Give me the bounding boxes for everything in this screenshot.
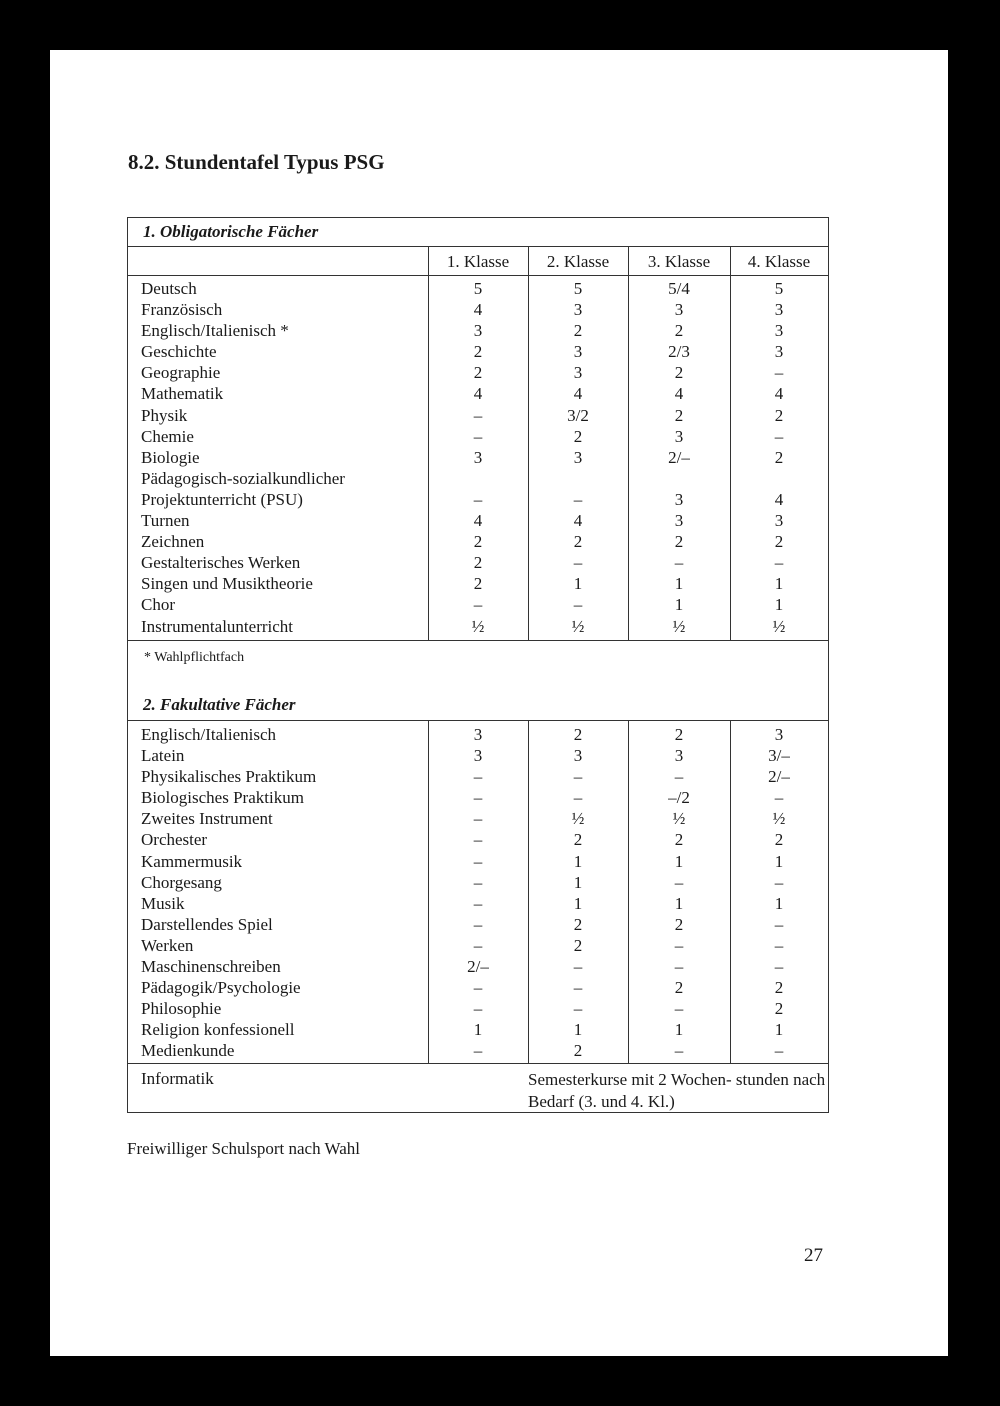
table-row [128,531,828,552]
subject-label: Physikalisches Praktikum [141,767,317,787]
hours-cell: 1 [774,574,784,594]
hours-cell: 3 [473,725,483,744]
hours-cell: – [573,595,583,615]
table-row [128,573,828,594]
hours-cell: 2 [674,321,684,341]
subject-label: Darstellendes Spiel [141,914,273,934]
page-number: 27 [804,1245,823,1266]
hours-cell: – [473,426,483,446]
column-header-klasse-3: 3. Klasse [647,252,711,271]
hours-cell: 1 [473,1020,483,1040]
hours-cell: – [674,999,684,1019]
hours-cell: – [473,767,483,787]
hours-cell: – [473,788,483,808]
hours-cell: 1 [774,1020,784,1040]
hours-cell: 1 [674,893,684,913]
hours-cell: 2 [674,914,684,934]
sport-note: Freiwilliger Schulsport nach Wahl [127,1139,360,1158]
hours-cell: – [473,978,483,998]
hours-cell: 3 [473,321,483,341]
subject-label: Singen und Musiktheorie [141,574,313,594]
subject-label: Physik [141,405,188,425]
section-title-obligatory: 1. Obligatorische Fächer [143,222,319,241]
table-row [128,851,828,872]
timetable [127,217,829,1113]
hours-cell: 1 [774,851,784,871]
hours-cell: – [774,363,784,383]
subject-label: Zweites Instrument [141,809,273,829]
hours-cell: 3 [774,511,784,531]
hours-cell: 2 [573,830,583,850]
table-row [128,829,828,850]
table-row [128,552,828,573]
hours-cell: 2 [774,405,784,425]
hours-cell: 1 [573,893,583,913]
hours-cell: – [674,935,684,955]
section-title-optional: 2. Fakultative Fächer [143,695,296,714]
hours-cell: – [573,553,583,573]
hours-cell: 2 [674,405,684,425]
hours-cell: – [573,957,583,977]
table-row [128,977,828,998]
rule [128,640,828,641]
table-row [128,914,828,935]
subject-label: Mathematik [141,384,224,404]
rule [128,275,828,276]
hours-cell: 3 [674,300,684,320]
hours-cell: 2/– [467,957,489,977]
hours-cell: – [473,809,483,829]
hours-cell: 3 [774,321,784,341]
hours-cell: 2 [573,935,583,955]
hours-cell: – [473,851,483,871]
hours-cell: 1 [774,893,784,913]
hours-cell: 4 [674,384,684,404]
subject-label: Chemie [141,426,194,446]
subject-label: Musik [141,893,185,913]
hours-cell: 2 [674,363,684,383]
table-row [128,510,828,531]
subject-label: Geschichte [141,342,217,362]
hours-cell: – [473,405,483,425]
hours-cell: – [674,1041,684,1061]
hours-cell: 2 [573,426,583,446]
hours-cell: ½ [571,809,585,829]
subject-label: Turnen [141,511,190,531]
subject-label: Kammermusik [141,851,243,871]
table-row [128,594,828,615]
table-row [128,787,828,808]
hours-cell: 2/– [668,447,690,467]
hours-cell: – [473,893,483,913]
table-row [128,998,828,1019]
hours-cell: –/2 [668,788,690,808]
subject-label: Philosophie [141,999,222,1019]
hours-cell: – [674,767,684,787]
hours-cell: – [573,999,583,1019]
hours-cell: – [573,767,583,787]
table-row [128,808,828,829]
table-row [128,362,828,383]
hours-cell: 2 [573,914,583,934]
hours-cell: 1 [674,851,684,871]
hours-cell: 2 [573,532,583,552]
subject-label: Geographie [141,363,221,383]
subject-label: Biologie [141,447,200,467]
table-row [128,616,828,637]
table-row [128,893,828,914]
page-title: 8.2. Stundentafel Typus PSG [128,150,385,174]
hours-cell: 4 [573,511,583,531]
hours-cell: 2 [674,978,684,998]
table-row [128,724,828,745]
hours-cell: 3/– [768,746,790,766]
subject-label: Latein [141,746,185,766]
hours-cell: 2/– [768,767,790,787]
hours-cell: 2 [774,532,784,552]
hours-cell: – [674,957,684,977]
table-row [128,766,828,787]
subject-label: Orchester [141,830,208,850]
subject-label: Englisch/Italienisch [141,725,277,744]
table-row [128,956,828,977]
hours-cell: 3 [674,746,684,766]
hours-cell: 2 [473,363,483,383]
hours-cell: 2 [573,1041,583,1061]
subject-label: Deutsch [141,279,197,298]
hours-cell: 3 [674,489,684,509]
hours-cell: ½ [672,809,686,829]
footnote: * Wahlpflichtfach [144,650,245,665]
table-row [128,935,828,956]
hours-cell: – [473,489,483,509]
subject-label: Pädagogik/Psychologie [141,978,301,998]
hours-cell: 3 [573,363,583,383]
subject-label: Französisch [141,300,223,320]
hours-cell: – [774,872,784,892]
informatik-note: Semesterkurse mit 2 Wochen- stunden nach Bedarf (3. und 4. Kl.) [528,1070,826,1111]
hours-cell: 5 [473,279,483,298]
table-row [128,745,828,766]
hours-cell: 2 [774,447,784,467]
table-row [128,278,828,299]
hours-cell: – [774,788,784,808]
hours-cell: ½ [772,616,786,636]
hours-cell: 3 [573,447,583,467]
hours-cell: – [473,1041,483,1061]
hours-cell: ½ [471,616,485,636]
hours-cell: 2 [674,725,684,744]
hours-cell: 2 [473,553,483,573]
subject-label: Medienkunde [141,1041,235,1061]
hours-cell: 3 [573,300,583,320]
subject-label: Chorgesang [141,872,222,892]
table-row [128,1019,828,1040]
column-header-klasse-2: 2. Klasse [546,252,610,271]
subject-label: Maschinenschreiben [141,957,281,977]
table-row [128,299,828,320]
subject-label: Gestalterisches Werken [141,553,301,573]
hours-cell: 2 [774,978,784,998]
hours-cell: 1 [573,872,583,892]
hours-cell: 3 [473,746,483,766]
subject-label: Zeichnen [141,532,205,552]
hours-cell: 2 [774,830,784,850]
informatik-label: Informatik [141,1069,214,1088]
hours-cell: 3 [573,746,583,766]
hours-cell: – [774,553,784,573]
hours-cell: 2 [573,321,583,341]
hours-cell: 2 [573,725,583,744]
hours-cell: 1 [774,595,784,615]
column-header-klasse-1: 1. Klasse [446,252,510,271]
hours-cell: 3 [473,447,483,467]
hours-cell: 3 [674,511,684,531]
subject-label: Religion konfessionell [141,1020,295,1040]
rule [128,1063,828,1064]
hours-cell: – [473,999,483,1019]
hours-cell: 2 [473,574,483,594]
subject-label: Werken [141,935,194,955]
hours-cell: 4 [473,300,483,320]
document-page [50,50,948,1356]
hours-cell: – [573,978,583,998]
hours-cell: – [473,935,483,955]
optional-rows [128,724,828,1062]
table-row [128,447,828,468]
hours-cell: 4 [573,384,583,404]
hours-cell: 4 [473,511,483,531]
hours-cell: – [573,489,583,509]
hours-cell: – [473,872,483,892]
table-row [128,320,828,341]
hours-cell: – [674,872,684,892]
table-row [128,468,828,489]
hours-cell: 3 [573,342,583,362]
hours-cell: 2/3 [668,342,690,362]
hours-cell: ½ [772,809,786,829]
subject-label: Instrumentalunterricht [141,616,294,636]
column-header-klasse-4: 4. Klasse [747,252,811,271]
hours-cell: – [774,1041,784,1061]
hours-cell: – [774,935,784,955]
hours-cell: – [774,914,784,934]
hours-cell: 1 [674,595,684,615]
obligatory-rows [128,278,828,637]
hours-cell: – [473,830,483,850]
hours-cell: – [473,595,483,615]
rule [128,720,828,721]
subject-label: Englisch/Italienisch * [141,321,289,341]
hours-cell: 3 [774,300,784,320]
hours-cell: 1 [573,574,583,594]
hours-cell: 5 [774,279,784,298]
table-row [128,1040,828,1061]
hours-cell: 3/2 [567,405,589,425]
hours-cell: 2 [473,342,483,362]
hours-cell: – [674,553,684,573]
table-row [128,405,828,426]
hours-cell: 1 [674,574,684,594]
hours-cell: – [573,788,583,808]
hours-cell: ½ [571,616,585,636]
subject-label: Biologisches Praktikum [141,788,304,808]
table-row [128,426,828,447]
hours-cell: 4 [473,384,483,404]
hours-cell: – [774,426,784,446]
table-row [128,341,828,362]
table-row [128,489,828,510]
hours-cell: – [774,957,784,977]
hours-cell: 2 [473,532,483,552]
hours-cell: ½ [672,616,686,636]
hours-cell: 5/4 [668,279,690,298]
hours-cell: – [473,914,483,934]
hours-cell: 2 [674,830,684,850]
hours-cell: 1 [674,1020,684,1040]
hours-cell: 4 [774,384,784,404]
hours-cell: 3 [674,426,684,446]
subject-label: Chor [141,595,175,615]
subject-label: Pädagogisch-sozialkundlicher [141,468,345,488]
rule [128,246,828,247]
hours-cell: 2 [774,999,784,1019]
subject-label: Projektunterricht (PSU) [141,489,303,509]
hours-cell: 3 [774,725,784,744]
hours-cell: 4 [774,489,784,509]
table-row [128,872,828,893]
table-row [128,383,828,404]
hours-cell: 2 [674,532,684,552]
hours-cell: 3 [774,342,784,362]
hours-cell: 1 [573,1020,583,1040]
hours-cell: 1 [573,851,583,871]
hours-cell: 5 [573,279,583,298]
